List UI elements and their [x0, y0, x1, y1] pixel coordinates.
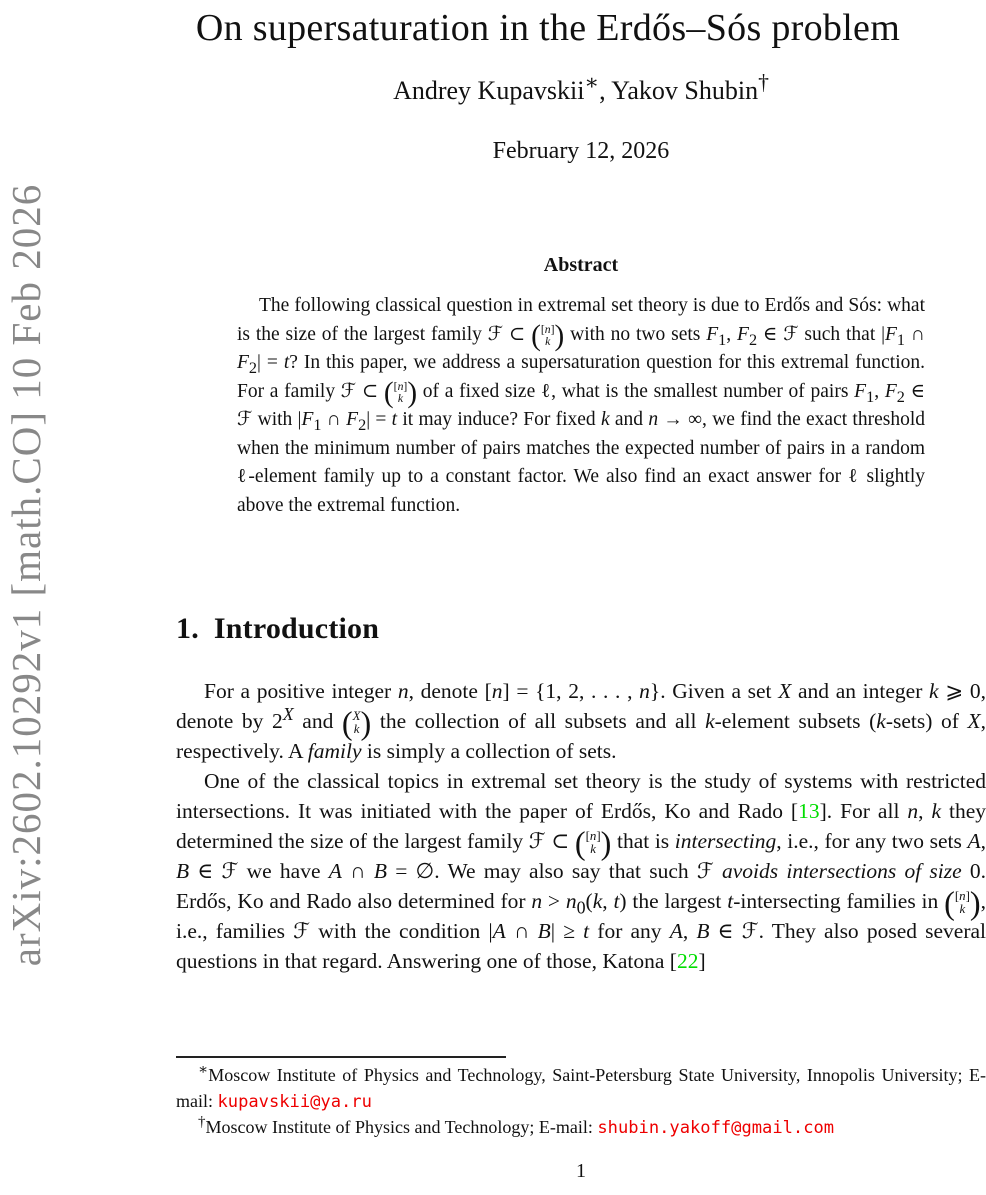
page-number: 1	[576, 1160, 586, 1182]
footnotes	[176, 1063, 986, 1142]
paper-title: On supersaturation in the Erdős–Sós problem	[195, 7, 901, 49]
footnote-2: †Moscow Institute of Physics and Technology; E-mail: shubin.yakoff@gmail.com	[198, 1114, 835, 1138]
footnote-1: ∗Moscow Institute of Physics and Technology, Saint-Petersburg State University, Innopolis University; E-mail: kupavskii@ya.ru	[176, 1062, 986, 1112]
citation-link-13[interactable]: 13	[798, 799, 820, 823]
abstract-heading: Abstract	[543, 254, 619, 276]
email-link-kupavskii[interactable]: kupavskii@ya.ru	[217, 1091, 372, 1112]
introduction-paragraph-2: One of the classical topics in extremal set theory is the study of systems with restricted intersections. It was initiated with the paper of Erdős, Ko and Rado [13]. For all n, k they determined the size of the largest family ℱ ⊂ ( [n] k ) that is intersecting, i.e., for any two sets A, B ∈ ℱ we have A ∩ B = ∅. We may also say that such ℱ avoids intersections of size 0. Erdős, Ko and Rado also determined for $n > n_0(k$, t) the largest t-intersecting families in ( [n] k ) , i.e., families ℱ with the condition |A ∩ B| ≥ t for any A, B ∈ ℱ. They also posed several questions in that regard. Answering one of those, Katona [22]	[176, 769, 986, 973]
citation-link-22[interactable]: 22	[676, 949, 699, 973]
section-label: Introduction	[213, 612, 380, 645]
arxiv-stamp: arXiv:2602.10292v1 [math.CO] 10 Feb 2026	[3, 183, 49, 967]
section-heading-introduction	[176, 612, 379, 646]
introduction-text	[176, 676, 986, 976]
authors-line: Andrey Kupavskii∗, Yakov Shubin†	[393, 70, 769, 105]
email-link-shubin[interactable]: shubin.yakoff@gmail.com	[597, 1118, 835, 1138]
date-line: February 12, 2026	[492, 138, 670, 164]
footnote-rule	[176, 1056, 506, 1058]
abstract-body: The following classical question in extremal set theory is due to Erdős and Sós: what is the size of the largest family ℱ ⊂ ( [n] k ) with no two sets $F_1$, $F_2$ ∈ ℱ such that $|F_1$ ∩ $F_2| = t$? In this paper, we address a supersaturation question for this extremal function. For a family ℱ ⊂ ( [n] k ) of a fixed size ℓ, what is the smallest number of pairs $F_1$, $F_2$ ∈ ℱ with $|F_1$ ∩ $F_2| = t$ it may induce? For fixed k and n → ∞, we find the exact threshold when the minimum number of pairs matches the expected number of pairs in a random ℓ-element family up to a constant factor. We also find an exact answer for ℓ slightly above the extremal function.	[237, 295, 926, 516]
section-number: 1.	[176, 612, 199, 645]
introduction-paragraph-1: For a positive integer n, denote [n] = {1, 2, . . . , n}. Given a set X and an integer k ⩾ 0, denote by $2^X$ and ( X k ) the collection of all subsets and all k-element subsets (k-sets) of X, respectively. A family is simply a collection of sets.	[176, 679, 986, 763]
